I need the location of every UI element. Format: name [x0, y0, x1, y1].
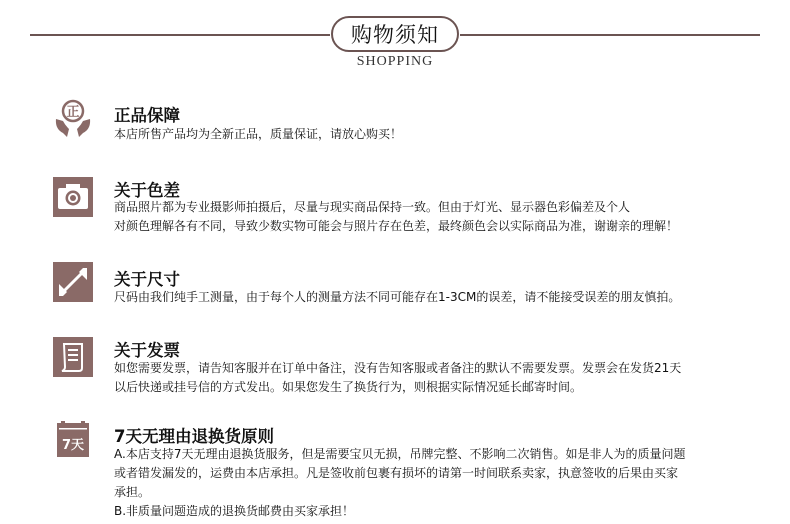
- text-line: B.非质量问题造成的退换货邮费由买家承担！: [114, 504, 355, 518]
- seven-days-glyph: 7天: [61, 438, 85, 453]
- genuine-icon-glyph: 正: [66, 105, 80, 120]
- page-subtitle: SHOPPING: [356, 54, 434, 69]
- camera-icon: [53, 177, 93, 217]
- text-line: 对颜色理解各有不同，导致少数实物可能会与照片存在色差，最终颜色会以实际商品为准，谢谢亲的理解！: [114, 219, 679, 233]
- invoice-icon: [53, 337, 93, 377]
- section-text: [114, 359, 754, 397]
- text-line: 或者错发漏发的，运费由本店承担。凡是签收前包裹有损坏的请第一时间联系卖家，执意签收的后果由买家: [114, 466, 679, 480]
- text-line: A.本店支持7天无理由退换货服务，但是需要宝贝无损，吊牌完整、不影响二次销售。如是非人为的质量问题: [114, 447, 686, 461]
- text-line: 以后快递或挂号信的方式发出。如果您发生了换货行为，则根据实际情况延长邮寄时间。: [114, 380, 583, 394]
- header-divider-right: [460, 34, 760, 36]
- section-text: [114, 198, 754, 236]
- section-title: 7天无理由退换货原则: [114, 427, 274, 446]
- text-line: 本店所售产品均为全新正品，质量保证，请放心购买！: [114, 127, 403, 141]
- header-title-pill: [331, 16, 459, 52]
- section-text: [114, 125, 754, 144]
- section-text: [114, 445, 754, 521]
- header-divider-left: [30, 34, 330, 36]
- section-text: [114, 288, 754, 307]
- text-line: 商品照片都为专业摄影师拍摄后，尽量与现实商品保持一致。但由于灯光、显示器色彩偏差及个人: [114, 200, 631, 214]
- section-title: 关于发票: [114, 341, 180, 360]
- text-line: 如您需要发票，请告知客服并在订单中备注，没有告知客服或者备注的默认不需要发票。发票会在发货21天: [114, 361, 682, 375]
- section-title: 关于尺寸: [114, 270, 180, 289]
- seven-days-calendar-icon: [53, 420, 93, 460]
- section-title: 正品保障: [114, 106, 180, 125]
- text-line: 尺码由我们纯手工测量，由于每个人的测量方法不同可能存在1-3CM的误差，请不能接受误差的朋友慎拍。: [114, 290, 681, 304]
- section-title: 关于色差: [114, 181, 180, 200]
- text-line: 承担。: [114, 485, 151, 499]
- page-header: [0, 0, 790, 80]
- page-title: 购物须知: [351, 23, 439, 47]
- genuine-hands-icon: [53, 99, 93, 139]
- resize-arrow-icon: [53, 262, 93, 302]
